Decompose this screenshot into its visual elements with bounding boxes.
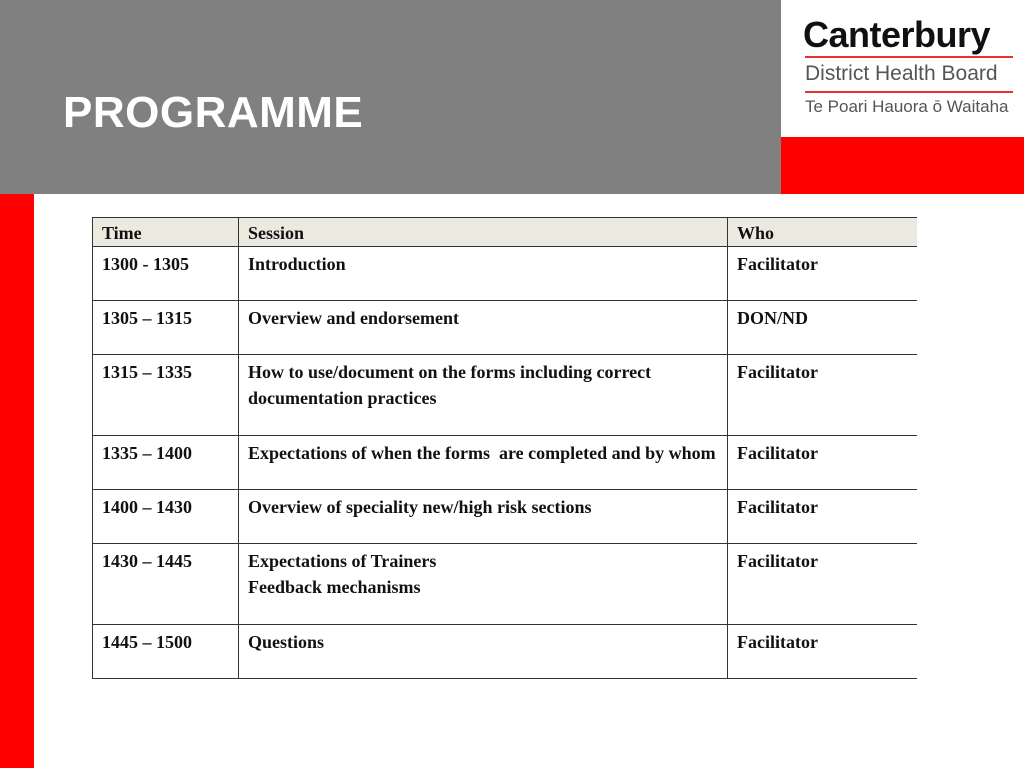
session-line: Expectations of when the forms are completed and by whom <box>248 443 716 463</box>
page-title: PROGRAMME <box>63 88 364 137</box>
logo-rule-bottom <box>805 91 1013 93</box>
table-row <box>93 355 918 436</box>
cell-session <box>239 490 728 544</box>
table-header-row <box>93 218 918 247</box>
cell-who: DON/ND <box>728 301 918 355</box>
column-header-session: Session <box>239 218 728 247</box>
session-line: Expectations of Trainers <box>248 551 437 571</box>
red-side-bar <box>0 194 34 768</box>
column-header-who: Who <box>728 218 918 247</box>
table-row <box>93 436 918 490</box>
cell-session <box>239 544 728 625</box>
cell-who: Facilitator <box>728 544 918 625</box>
logo-subtitle: District Health Board <box>805 62 998 85</box>
cell-session <box>239 625 728 679</box>
cell-who: Facilitator <box>728 436 918 490</box>
column-header-time: Time <box>93 218 239 247</box>
cell-time: 1315 – 1335 <box>93 355 239 436</box>
session-line: documentation practices <box>248 388 437 408</box>
cell-time: 1400 – 1430 <box>93 490 239 544</box>
cell-who: Facilitator <box>728 490 918 544</box>
cell-who: Facilitator <box>728 355 918 436</box>
logo-maori-name: Te Poari Hauora ō Waitaha <box>805 97 1009 116</box>
session-line: Overview of speciality new/high risk sections <box>248 497 592 517</box>
red-accent-block <box>781 137 1024 194</box>
table-row <box>93 544 918 625</box>
cell-session <box>239 301 728 355</box>
session-line: Questions <box>248 632 325 652</box>
logo-name: Canterbury <box>803 14 991 55</box>
session-line: Overview and endorsement <box>248 308 459 328</box>
table-row <box>93 490 918 544</box>
session-line: How to use/document on the forms including correct <box>248 362 652 382</box>
programme-table <box>92 217 917 679</box>
table-row <box>93 247 918 301</box>
table-row <box>93 625 918 679</box>
cell-time: 1335 – 1400 <box>93 436 239 490</box>
cell-session <box>239 436 728 490</box>
cell-who: Facilitator <box>728 625 918 679</box>
logo-rule-top <box>805 56 1013 58</box>
canterbury-dhb-logo <box>781 0 1024 137</box>
cell-session <box>239 247 728 301</box>
session-line: Introduction <box>248 254 346 274</box>
session-line: Feedback mechanisms <box>248 577 421 597</box>
cell-who: Facilitator <box>728 247 918 301</box>
cell-time: 1305 – 1315 <box>93 301 239 355</box>
cell-time: 1300 - 1305 <box>93 247 239 301</box>
cell-session <box>239 355 728 436</box>
table-row <box>93 301 918 355</box>
cell-time: 1445 – 1500 <box>93 625 239 679</box>
cell-time: 1430 – 1445 <box>93 544 239 625</box>
